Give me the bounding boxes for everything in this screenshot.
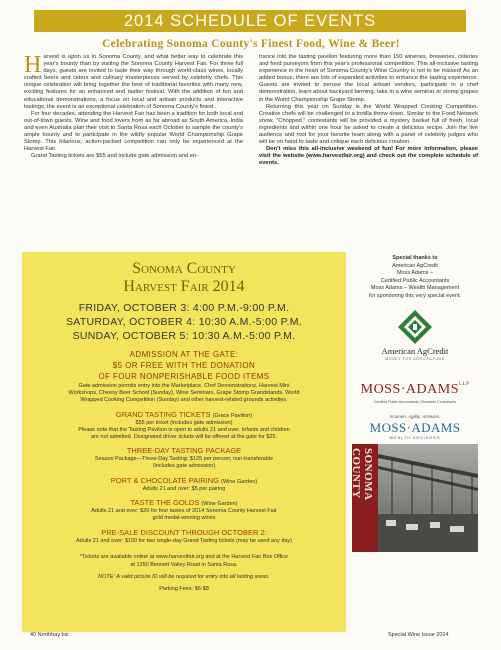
article-paragraph: For four decades, attending the Harvest Fair has been a tradition for both local and out-of-town guests. Wine and food lovers from as far abroad as South America, India and even Australia plan their visit to Santa Rosa each October to sample the county's ample bounty and to participate in the wildly popular World Championship Grape Stomp. This hilarious, action-packed competition can only be experienced at the Harvest Fair.: [24, 110, 243, 153]
presale-heading: PRE-SALE DISCOUNT THROUGH OCTOBER 2:: [101, 528, 267, 537]
article-body: [24, 54, 478, 252]
admission-heading-1: ADMISSION AT THE GATE:: [129, 350, 239, 359]
thanks-line: Moss Adams –: [396, 270, 434, 277]
schedule-title-line2: Harvest Fair 2014: [123, 278, 245, 295]
article-column-left: [24, 54, 243, 160]
heading-note: (Grace Pavilion): [212, 413, 253, 419]
admission-text: Wrapped Cooking Competition (Sunday) and other harvest-related grounds activities.: [80, 397, 288, 403]
three-day-text: Season Package—Three-Day Tasting: $125 per person; non-transferable: [94, 456, 274, 462]
paragraph-text: arvest is upon us in Sonoma County, and what better way to celebrate this year's bounty than by visiting the Sonoma County Harvest Fair. For three full days, guests are invited to taste their way through world-class wines, locally crafted beers and ciders and culinary masterpieces served by celebrity chefs. This unique celebration will bring together the best of traditional favorites with many new, exciting features for an enhanced and tastier festival. With the addition of fun and educational demonstrations, a focus on local and artisan products and interactive tastings, the event is an exceptional celebration of Sonoma County's finest.: [24, 54, 243, 110]
article-callout: Don't miss this all-inclusive weekend of fun! For more information, please visit the website (www.harvestfair.org) and check out the complete schedule of events.: [259, 146, 478, 167]
schedule-title-line1: Sonoma County: [132, 260, 236, 277]
three-day-text: (includes gate admission): [152, 463, 216, 469]
thanks-line: for sponsoring this very special event.: [368, 292, 462, 299]
banner-title: 2014 SCHEDULE OF EVENTS: [123, 12, 377, 30]
agcredit-name: American AgCredit: [381, 346, 449, 356]
article-paragraph: [24, 54, 243, 111]
photo-sign-text: SONOMA COUNTY: [350, 448, 374, 500]
taste-golds-text: gold medal-winning wines: [152, 515, 216, 521]
logo-text: MOSS·ADAMS: [360, 382, 459, 397]
heading-note: (Wine Garden): [201, 501, 238, 507]
footer-issue: Special Wine Issue 2014: [388, 632, 449, 638]
schedule-banner: [34, 10, 466, 32]
article-paragraph: Grand Tasting tickets are $55 and include gate admission and en-: [31, 153, 199, 160]
port-pairing-text: Adults 21 and over: $5 per pairing: [142, 486, 226, 492]
moss-wealth-name: MOSS·ADAMS: [369, 420, 461, 435]
grand-tasting-text: Please note that the Tasting Pavilion is open to adults 21 and over. Infants and children: [78, 427, 290, 433]
grand-tasting-heading: [22, 410, 346, 419]
thanks-line: American AgCredit: [392, 262, 438, 269]
tickets-info: *Tickets are available online at www.harvestfair.org and at the Harvest Fair Box Office: [79, 554, 289, 560]
grand-tasting-text: are not admitted. Designated driver tickets will be offered at the gate for $25.: [90, 434, 278, 440]
thanks-line: Certified Public Accountants: [380, 277, 450, 284]
admission-heading-2: $5 OR FREE WITH THE DONATION: [112, 361, 256, 370]
fairgrounds-photo: [352, 444, 478, 552]
heading-text: PORT & CHOCOLATE PAIRING: [110, 476, 220, 485]
schedule-date-sunday: SUNDAY, OCTOBER 5: 10:30 A.M.-5:00 P.M.: [72, 330, 296, 342]
port-pairing-heading: [22, 476, 346, 485]
schedule-date-friday: FRIDAY, OCTOBER 3: 4:00 P.M.-9:00 P.M.: [78, 302, 290, 314]
heading-note: (Wine Garden): [221, 479, 258, 485]
schedule-box: [22, 252, 346, 632]
sponsor-thanks: [352, 255, 478, 301]
heading-text: TASTE THE GOLDS: [130, 498, 200, 507]
admission-text: Workshops, Cheesy Beer School (Sunday), Wine Seminars, Grape Stomp Grandstands, World: [68, 390, 300, 396]
taste-golds-text: Adults 21 and over: $20 for four tastes of 2014 Sonoma County Harvest Fair: [91, 508, 277, 514]
presale-text: Adults 21 and over: $100 for two single-day Grand Tasting tickets (may be used any day): [75, 538, 293, 544]
article-paragraph: Returning this year on Sunday is the World Wrapped Cooking Competition. Creative chefs will be challenged to a tortilla throw down. Similar to the Food Network show, "Chopped," contestants will be provided a mystery basket full of fresh, local ingredients and within one hour be asked to create a delicious recipe. Join the live audience and root for your favorite team along with a panel of celebrity judges who will be on hand to taste and critique each delicious creation.: [259, 103, 478, 146]
drop-cap: H: [24, 52, 42, 78]
agcredit-tagline: MONEY FOR AGRICULTURE: [385, 357, 445, 361]
heading-text: GRAND TASTING TICKETS: [115, 410, 211, 419]
thanks-line: Moss Adams – Wealth Management: [370, 285, 460, 292]
tickets-info: at 1350 Bennett Valley Road in Santa Rosa.: [130, 562, 238, 568]
american-agcredit-logo: [352, 308, 478, 378]
article-column-right: [259, 54, 478, 168]
footer-page-number: 40 Northbay biz: [30, 632, 69, 638]
parking-fees: Parking Fees: $6-$8: [159, 586, 209, 592]
three-day-heading: THREE-DAY TASTING PACKAGE: [126, 446, 242, 455]
id-note: NOTE: A valid picture ID will be required for entry into all tasting areas.: [98, 574, 270, 580]
admission-heading-3: OF FOUR NONPERISHABLE FOOD ITEMS: [98, 372, 270, 381]
thanks-heading: Special thanks to: [392, 255, 438, 261]
moss-adams-name: [352, 382, 478, 398]
admission-text: Gate admission permits entry into the Marketplace, Chef Demonstrations, Harvest Mini: [78, 383, 290, 389]
grand-tasting-text: $55 per ticket (includes gate admission): [135, 420, 233, 426]
article-paragraph: trance into the tasting pavilion featuring more than 150 wineries, breweries, cideries and food purveyors from this year's professional competition. This all-inclusive tasting experience in the heart of Sonoma County's Wine Country is not to be missed! As an added bonus, there are lots of expanded activities to enhance the tasting experience. Guests are invited to peruse the local artisan vendors, participate in a chef demonstration, learn about backyard farming, take in a wine seminar or stomp grapes in the World Championship Grape Stomp.: [259, 54, 478, 103]
taste-golds-heading: [22, 498, 346, 507]
schedule-date-saturday: SATURDAY, OCTOBER 4: 10:30 A.M.-5:00 P.M.: [66, 316, 302, 328]
moss-adams-subtitle: Certified Public Accountants | Business Consultants: [373, 400, 457, 404]
moss-wealth-tagline: Acumen. Agility. Answers.: [389, 414, 441, 419]
moss-wealth-subtitle: WEALTH ADVISORS: [389, 436, 441, 440]
logo-llp: LLP: [458, 382, 470, 387]
page-subtitle: Celebrating Sonoma County's Finest Food, Wine & Beer!: [102, 38, 400, 50]
